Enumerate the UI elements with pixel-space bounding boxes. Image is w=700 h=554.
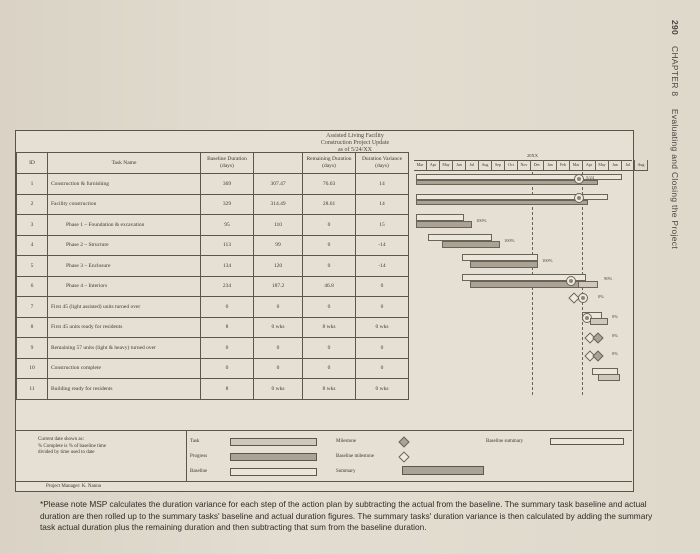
month-label: Jun bbox=[453, 160, 466, 170]
cell-actual: 307.47 bbox=[254, 174, 303, 195]
cell-baseline: 8 bbox=[201, 379, 254, 400]
month-label: Feb bbox=[557, 160, 570, 170]
cell-variance: 0 bbox=[356, 338, 409, 359]
cell-remaining: 28.61 bbox=[303, 194, 356, 215]
month-label: Oct bbox=[505, 160, 518, 170]
legend-progress-swatch bbox=[230, 453, 317, 461]
table-row bbox=[17, 358, 409, 379]
cell-remaining: 0 bbox=[303, 235, 356, 256]
month-label: Sep bbox=[492, 160, 505, 170]
cell-variance: 0 bbox=[356, 276, 409, 297]
task-bar bbox=[598, 374, 620, 381]
cell-actual: 0 wks bbox=[254, 379, 303, 400]
table-row bbox=[17, 379, 409, 400]
percent-complete-label: 100% bbox=[476, 218, 487, 223]
cell-variance: 0 bbox=[356, 358, 409, 379]
cell-id: 2 bbox=[17, 194, 48, 215]
gantt-month-header bbox=[414, 160, 648, 171]
cell-variance: 15 bbox=[356, 215, 409, 236]
table-row bbox=[17, 256, 409, 277]
cell-id: 3 bbox=[17, 215, 48, 236]
month-label: Jul bbox=[622, 160, 635, 170]
month-label: May bbox=[440, 160, 453, 170]
current-date-marker-icon bbox=[574, 193, 584, 203]
cell-variance: 0 bbox=[356, 297, 409, 318]
cell-actual: 99 bbox=[254, 235, 303, 256]
cell-actual: 187.2 bbox=[254, 276, 303, 297]
percent-complete-label: 90% bbox=[604, 276, 613, 281]
project-manager-row bbox=[16, 481, 632, 491]
legend bbox=[16, 430, 632, 481]
report-title bbox=[255, 133, 455, 154]
percent-complete-label: 100% bbox=[504, 238, 515, 243]
task-table bbox=[16, 152, 409, 400]
month-label: Dec bbox=[531, 160, 544, 170]
cell-variance: -14 bbox=[356, 256, 409, 277]
cell-task-name: First 45 (light assisted) units turned over bbox=[48, 297, 201, 318]
cell-baseline: 0 bbox=[201, 338, 254, 359]
month-label: May bbox=[596, 160, 609, 170]
legend-baseline-label: Baseline bbox=[190, 469, 208, 474]
month-label: Apr bbox=[427, 160, 440, 170]
report-title-line-3: as of 5/24/XX bbox=[338, 147, 372, 153]
percent-complete-label: 0% bbox=[598, 294, 604, 299]
cell-task-name: Facility construction bbox=[48, 194, 201, 215]
footnote: *Please note MSP calculates the duration variance for each step of the action plan by subtracting the actual from the baseline. The summary task baseline and actual duration are then rolled up to the summary tasks' baseline and actual duration figures. The summary tasks' duration variance is then calculated by adding the summary task actual duration plus the remaining duration and then subtracting that sum from the baseline duration. bbox=[40, 499, 653, 532]
remaining-task-bar bbox=[578, 281, 598, 288]
cell-baseline: 113 bbox=[201, 235, 254, 256]
cell-baseline: 134 bbox=[201, 256, 254, 277]
header-remaining-duration: Remaining Duration (days) bbox=[303, 153, 356, 174]
table-row bbox=[17, 338, 409, 359]
cell-id: 9 bbox=[17, 338, 48, 359]
legend-baseline-milestone-label: Baseline milestone bbox=[336, 454, 374, 459]
cell-id: 6 bbox=[17, 276, 48, 297]
cell-task-name: Construction complete bbox=[48, 358, 201, 379]
header-baseline-duration: Baseline Duration (days) bbox=[201, 153, 254, 174]
cell-baseline: 95 bbox=[201, 215, 254, 236]
summary-bar bbox=[416, 200, 588, 205]
chapter-title: Evaluating and Closing the Project bbox=[670, 108, 680, 249]
cell-remaining: 0 bbox=[303, 215, 356, 236]
cell-variance: -14 bbox=[356, 235, 409, 256]
baseline-bar bbox=[416, 214, 464, 221]
percent-complete-label: 0% bbox=[612, 351, 618, 356]
cell-baseline: 234 bbox=[201, 276, 254, 297]
cell-remaining: 76.63 bbox=[303, 174, 356, 195]
percent-complete-label: 0% bbox=[612, 314, 618, 319]
table-row bbox=[17, 276, 409, 297]
legend-summary-swatch bbox=[402, 466, 484, 475]
legend-note-line: % Complete is % of baseline time bbox=[38, 443, 107, 449]
legend-baseline-swatch bbox=[230, 468, 317, 476]
cell-actual: 110 bbox=[254, 215, 303, 236]
legend-baseline-summary-swatch bbox=[550, 438, 624, 445]
cell-actual: 0 wks bbox=[254, 317, 303, 338]
cell-variance: 14 bbox=[356, 194, 409, 215]
legend-baseline-summary-label: Baseline summary bbox=[486, 439, 524, 444]
month-label: Jun bbox=[609, 160, 622, 170]
task-bar bbox=[590, 318, 608, 325]
table-row bbox=[17, 297, 409, 318]
table-row bbox=[17, 174, 409, 195]
header-duration-variance: Duration Variance (days) bbox=[356, 153, 409, 174]
gantt-chart bbox=[414, 152, 645, 395]
progress-bar bbox=[442, 241, 500, 248]
summary-bar bbox=[416, 180, 598, 185]
baseline-bar bbox=[428, 234, 492, 241]
cell-remaining: 8 wks bbox=[303, 317, 356, 338]
cell-task-name: Phase 4 – Interiors bbox=[48, 276, 201, 297]
header-actual-duration bbox=[254, 153, 303, 174]
cell-task-name: Remaining 57 units (light & heavy) turned over bbox=[48, 338, 201, 359]
month-label: Mar bbox=[570, 160, 583, 170]
legend-task-label: Task bbox=[190, 439, 200, 444]
current-date-marker-icon bbox=[578, 293, 588, 303]
legend-task-swatch bbox=[230, 438, 317, 446]
cell-remaining: 0 bbox=[303, 256, 356, 277]
percent-complete-label: 0% bbox=[612, 333, 618, 338]
current-date-marker-icon bbox=[574, 174, 584, 184]
cell-task-name: Construction & furnishing bbox=[48, 174, 201, 195]
legend-baseline-milestone-icon bbox=[398, 451, 409, 462]
cell-variance: 0 wks bbox=[356, 317, 409, 338]
cell-task-name: First 45 units ready for residents bbox=[48, 317, 201, 338]
month-label: Nov bbox=[518, 160, 531, 170]
progress-bar bbox=[416, 221, 472, 228]
running-head bbox=[660, 20, 680, 249]
header-task-name: Task Name bbox=[48, 153, 201, 174]
month-label: Jul bbox=[466, 160, 479, 170]
cell-remaining: 0 bbox=[303, 297, 356, 318]
report-title-line-1: Assisted Living Facility bbox=[326, 133, 384, 139]
legend-milestone-label: Milestone bbox=[336, 439, 356, 444]
progress-bar bbox=[470, 281, 580, 288]
progress-bar bbox=[470, 261, 538, 268]
cell-actual: 0 bbox=[254, 358, 303, 379]
legend-note-line: Current date shown as: bbox=[38, 437, 84, 442]
legend-progress-label: Progress bbox=[190, 454, 208, 459]
current-date-marker-icon bbox=[566, 276, 576, 286]
percent-complete-label: 100% bbox=[542, 258, 553, 263]
legend-divider bbox=[186, 431, 187, 481]
cell-id: 8 bbox=[17, 317, 48, 338]
table-header-row bbox=[17, 153, 409, 174]
cell-actual: 120 bbox=[254, 256, 303, 277]
milestone-icon bbox=[592, 350, 603, 361]
table-row bbox=[17, 235, 409, 256]
cell-actual: 0 bbox=[254, 297, 303, 318]
cell-remaining: 0 bbox=[303, 358, 356, 379]
project-manager-label: Project Manager: K. Nanno bbox=[46, 484, 102, 489]
month-label: Jan bbox=[544, 160, 557, 170]
table-row bbox=[17, 194, 409, 215]
cell-id: 1 bbox=[17, 174, 48, 195]
legend-summary-label: Summary bbox=[336, 469, 356, 474]
legend-milestone-icon bbox=[398, 436, 409, 447]
month-label: Aug bbox=[635, 160, 648, 170]
cell-actual: 314.49 bbox=[254, 194, 303, 215]
cell-id: 11 bbox=[17, 379, 48, 400]
cell-baseline: 369 bbox=[201, 174, 254, 195]
milestone-icon bbox=[592, 332, 603, 343]
cell-remaining: 46.8 bbox=[303, 276, 356, 297]
cell-id: 10 bbox=[17, 358, 48, 379]
table-row bbox=[17, 317, 409, 338]
cell-baseline: 0 bbox=[201, 297, 254, 318]
legend-note bbox=[38, 437, 158, 457]
cell-variance: 0 wks bbox=[356, 379, 409, 400]
cell-baseline: 329 bbox=[201, 194, 254, 215]
year-label: 20XX bbox=[527, 153, 538, 158]
header-id: ID bbox=[17, 153, 48, 174]
cell-id: 5 bbox=[17, 256, 48, 277]
report-title-line-2: Construction Project Update bbox=[320, 140, 390, 146]
page-number: 290 bbox=[670, 20, 680, 36]
cell-task-name: Phase 2 – Structure bbox=[48, 235, 201, 256]
current-date-label: 5/24 bbox=[586, 175, 595, 180]
cell-actual: 0 bbox=[254, 338, 303, 359]
month-label: Mar bbox=[414, 160, 427, 170]
cell-remaining: 8 wks bbox=[303, 379, 356, 400]
cell-variance: 14 bbox=[356, 174, 409, 195]
legend-note-line: divided by time used to date bbox=[38, 450, 95, 455]
month-label: Apr bbox=[583, 160, 596, 170]
cell-task-name: Building ready for residents bbox=[48, 379, 201, 400]
cell-task-name: Phase 3 – Enclosure bbox=[48, 256, 201, 277]
cell-remaining: 0 bbox=[303, 338, 356, 359]
baseline-bar bbox=[462, 254, 538, 261]
cell-baseline: 8 bbox=[201, 317, 254, 338]
cell-task-name: Phase 1 – Foundation & excavation bbox=[48, 215, 201, 236]
cell-baseline: 0 bbox=[201, 358, 254, 379]
cell-id: 7 bbox=[17, 297, 48, 318]
table-row bbox=[17, 215, 409, 236]
month-label: Aug bbox=[479, 160, 492, 170]
cell-id: 4 bbox=[17, 235, 48, 256]
chapter-label: CHAPTER 8 bbox=[670, 45, 680, 97]
